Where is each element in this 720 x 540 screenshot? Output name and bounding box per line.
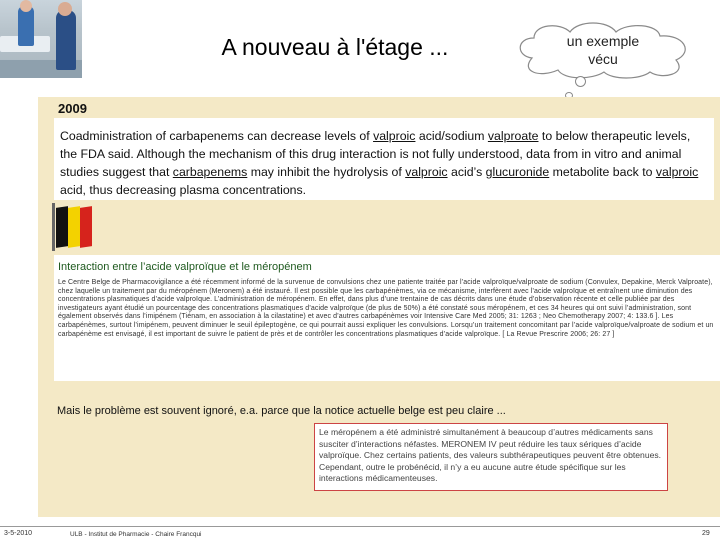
callout-bubble-large — [575, 76, 586, 87]
package-leaflet-text: Le méropénem a été administré simultanément à beaucoup d’autres médicaments sans susciter d’interactions néfastes. MERONEM IV peut réduire les taux sériques d’acide valproïque. Chez certains patients, des valeurs subthérapeutiques peuvent être obtenues. Cependant, outre le probénécid, il n’y a eu aucune autre étude spécifique sur les interactions médicamenteuses. — [319, 427, 662, 484]
flag-stripe-black — [56, 206, 68, 248]
hospital-photo — [0, 0, 82, 78]
excerpt-fragment: acid’s — [447, 165, 486, 179]
callout-text — [528, 32, 678, 68]
excerpt-fragment: may inhibit the hydrolysis of — [247, 165, 406, 179]
callout-line-1: un exemple — [566, 33, 640, 49]
excerpt-fragment: metabolite back to — [549, 165, 656, 179]
footer-page-number: 29 — [702, 530, 710, 537]
underlined-term: valproate — [487, 129, 539, 143]
slide-title: A nouveau à l'étage ... — [221, 34, 449, 60]
photo-person-right — [56, 10, 76, 70]
underlined-term: glucuronide — [485, 165, 550, 179]
photo-person-left-head — [20, 0, 32, 12]
interaction-heading: Interaction entre l’acide valproïque et le méropénem — [58, 261, 312, 273]
underlined-term: valproic — [655, 165, 699, 179]
excerpt-year: 2009 — [58, 101, 87, 116]
slide-caption: Mais le problème est souvent ignoré, e.a. parce que la notice actuelle belge est peu claire ... — [57, 405, 506, 417]
footer-divider — [0, 526, 720, 527]
footer-date: 3-5-2010 — [4, 530, 33, 537]
interaction-article-box — [54, 255, 720, 381]
photo-person-right-head — [58, 2, 72, 16]
flag-pole — [52, 203, 55, 251]
excerpt-fragment: Coadministration of carbapenems can decrease levels of — [60, 129, 374, 143]
photo-person-left — [18, 6, 34, 46]
belgian-flag-icon — [52, 203, 94, 251]
footer-institution: ULB - Institut de Pharmacie - Chaire Francqui — [70, 531, 202, 538]
callout-line-2: vécu — [588, 51, 618, 67]
interaction-body: Le Centre Belge de Pharmacovigilance a été récemment informé de la survenue de convulsions chez une patiente traitée par l’acide valproïque/valproate de sodium (Convulex, Depakine, Merck Valproate), chez laquelle un traitement par du méropénem (Meronem) a été instauré. Il est possible que les carbapénèmes, via ce mécanisme, interfèrent avec l’acide valproïque et entraînent une diminution des concentrations plasmatiques d’acide valproïque. L’administration de méropénem. En effet, dans plus d’une trentaine de cas décrits dans une étude d’observation récente et celle publiée par des investigateurs ayant étudié un pourcentage des concentrations plasmatiques d’acide valproïque (de plus de 50%) a été constaté sous méropénem, et ces 34 heures qui ont suivi l’administration, sont également observés dans l’imipénem (Tiénam, en association à la cilastatine) et avec d’autres carbapénèmes voir Intensive Care Med 2005; 31: 1263 ; Neo Chemotherapy 2007; 4: 133.6 ]. Les carbapénèmes, surtout l’imipénem, peuvent diminuer le seuil épileptogène, ce qui pourrait aussi expliquer les convulsions. Lorsqu’un traitement concomitant par l’acide valproïque/valproate de sodium et un carbapénème est envisagé, il est important de suivre le patient de près et de contrôler les concentrations plasmatiques d’acide valproïque. [ La Revue Prescrire 2006; 26: 27 ] — [58, 279, 714, 338]
fda-excerpt-text — [60, 127, 710, 199]
flag-stripe-red — [80, 206, 92, 248]
package-leaflet-box — [314, 423, 668, 491]
underlined-term: carbapenems — [172, 165, 248, 179]
flag-stripe-yellow — [68, 206, 80, 248]
excerpt-fragment: acid, thus decreasing plasma concentrations. — [60, 183, 307, 197]
excerpt-fragment: to below therapeutic levels, the FDA said. Although the mechanism of this drug interaction is not fully understood, data from in vitro and animal studies suggest that — [60, 129, 691, 179]
fda-excerpt-box — [54, 118, 714, 200]
underlined-term: valproic — [405, 165, 448, 179]
underlined-term: valproic — [373, 129, 416, 143]
excerpt-fragment: acid/sodium — [415, 129, 488, 143]
